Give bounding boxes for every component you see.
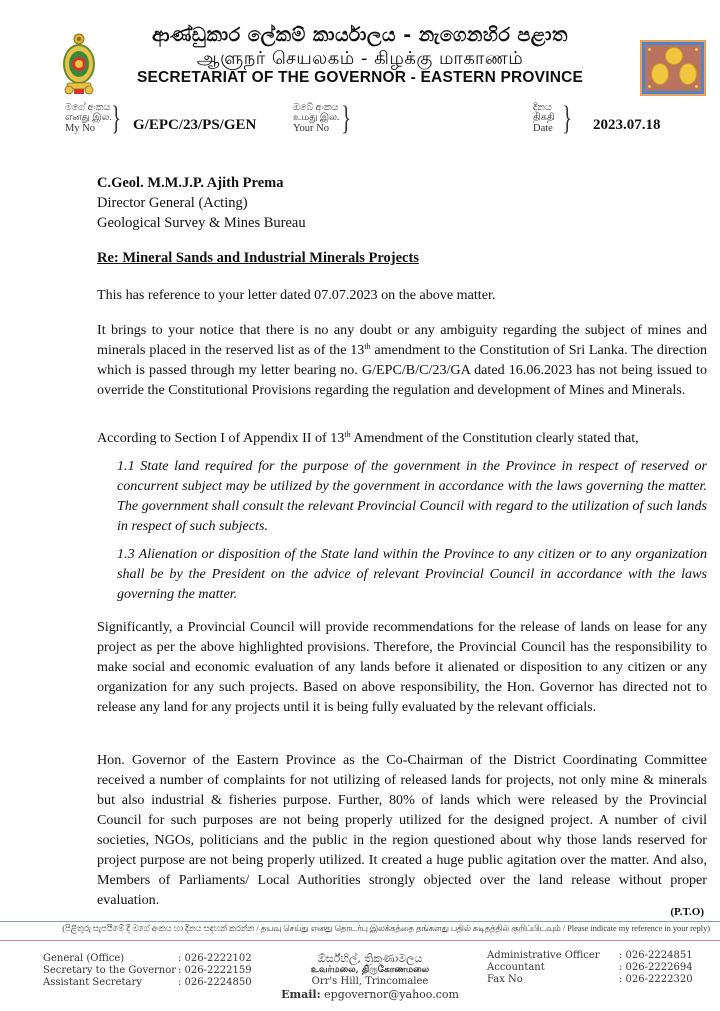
divider-top <box>0 921 720 922</box>
contact-row: Secretary to the Governor : 026-2222159 <box>43 965 252 976</box>
letterhead-title-tamil: ஆளுநர் செயலகம் - கிழக்கு மாகாணம் <box>196 48 524 69</box>
my-no-label-si: මගේ අංකය <box>65 103 111 113</box>
footer-contacts-right <box>487 950 693 986</box>
date-label-ta: திகதி <box>533 113 555 123</box>
flag-dot-icon <box>695 85 698 88</box>
flag-dot-icon <box>648 48 651 51</box>
your-no-label-en: Your No <box>293 123 329 134</box>
divider-bottom <box>0 940 720 941</box>
your-no-labels <box>293 103 339 135</box>
flag-bird-coin-icon <box>665 47 683 65</box>
email-label: Email: <box>281 988 321 1001</box>
letter-subject: Re: Mineral Sands and Industrial Minerals Projects <box>97 250 419 266</box>
my-no-label-ta: எனது இல. <box>65 113 112 123</box>
brace-icon: } <box>341 100 352 137</box>
your-no-label-ta: உமது இல. <box>293 113 340 123</box>
reply-reference-note: (පිළිතුරු සැපයීමේ දී මගේ අංකය හා දිනය සඳහන් කරන්න / தயவு செய்து எனது தொடர்பு இலக்கத்தை தங்களது பதில் கடிதத்தில் குறிப்பிடவும் / Please indicate my reference in your reply) <box>62 924 710 933</box>
letterhead-title-english: SECRETARIAT OF THE GOVERNOR - EASTERN PROVINCE <box>136 69 584 86</box>
flag-dot-icon <box>648 85 651 88</box>
quote-clause-1-3: 1.3 Alienation or disposition of the State land within the Province to any citizen or to any organization shall be by the President on the advice of relevant Provincial Council in accordance with the laws governing the matter. <box>117 546 707 602</box>
footer-contacts-left <box>43 953 252 989</box>
my-no-label-en: My No <box>65 123 96 134</box>
my-no-value: G/EPC/23/PS/GEN <box>133 117 257 133</box>
paragraph-section: According to Section I of Appendix II of 13th Amendment of the Constitution clearly stated that, <box>97 430 639 446</box>
flag-dot-icon <box>695 48 698 51</box>
contact-row: Administrative Officer : 026-2224851 <box>487 950 693 961</box>
date-label-en: Date <box>533 123 553 134</box>
flag-pot-coin-icon <box>651 63 669 85</box>
paragraph-recommendations: Significantly, a Provincial Council will provide recommendations for the release of lands on lease for any project as per the above highlighted provisions. Therefore, the Provincial Council has the responsibility to make social and economic evaluation of any lands before it alienated or disposition to any citizen or any organization for any such projects. Based on above responsibility, the Hon. Governor has directed not to release any land for any projects until it is being fully evaluated by the relevant officials. <box>97 619 707 715</box>
date-value: 2023.07.18 <box>593 117 661 133</box>
your-no-label-si: ඔබේ අංකය <box>293 103 339 113</box>
recipient-address <box>97 173 306 233</box>
flag-fish-coin-icon <box>679 63 697 85</box>
email-link[interactable]: epgovernor@yahoo.com <box>324 988 459 1001</box>
paragraph-reference: This has reference to your letter dated 07.07.2023 on the above matter. <box>97 287 496 303</box>
recipient-name: C.Geol. M.M.J.P. Ajith Prema <box>97 175 284 191</box>
date-label-si: දිනය <box>533 103 552 113</box>
footer-email <box>280 988 460 1002</box>
paragraph-complaints: Hon. Governor of the Eastern Province as the Co-Chairman of the District Coordinating Committee received a number of complaints for not utilizing of released lands for projects, not only mine & minerals but also industrial & fisheries purpose. Further, 80% of lands which were released by the Provincial Council for such purposes are not being properly utilized for the designed project. A number of civil societies, NGOs, politicians and the public in the region questioned about why those lands reserved for project purpose are not being properly utilized. It created a huge public agitation over the matter. And also, Members of Parliaments/ Local Authorities strongly objected over the land release without proper evaluation. <box>97 752 707 908</box>
address-english: Orr's Hill, Trincomalee <box>311 976 429 987</box>
brace-icon: } <box>111 100 122 137</box>
contact-row: General (Office) : 026-2222102 <box>43 953 252 964</box>
brace-icon: } <box>562 100 573 137</box>
paragraph-notice: It brings to your notice that there is no any doubt or any ambiguity regarding the subject of mines and minerals placed in the reserved list as of the 13th amendment to the Constitution of Sri Lanka. The direction which is passed through my letter bearing no. G/EPC/B/C/23/GA dated 16.06.2023 has not being issued to override the Constitutional Provisions regarding the regulation and development of Mines and Minerals. <box>97 322 708 398</box>
eastern-province-flag-logo <box>642 42 704 94</box>
address-tamil: உவர்மலை, திருகோணமலை <box>310 965 430 975</box>
footer-address <box>280 952 460 1002</box>
letterhead-title-sinhala: ආණ්ඩුකාර ලේකම් කාර්යාලය - නැගෙනහිර පළාත <box>152 24 568 46</box>
please-turn-over: (P.T.O) <box>670 906 704 918</box>
contact-row: Fax No : 026-2222320 <box>487 974 693 985</box>
address-sinhala: ඕර්ස්හිල්, ත්‍රිකුණාමලය <box>317 952 423 965</box>
my-no-labels <box>65 103 112 135</box>
date-labels <box>533 103 555 135</box>
contact-row: Assistant Secretary : 026-2224850 <box>43 977 252 988</box>
recipient-organization: Geological Survey & Mines Bureau <box>97 215 306 231</box>
contact-row: Accountant : 026-2222694 <box>487 962 693 973</box>
recipient-title: Director General (Acting) <box>97 195 248 211</box>
quote-clause-1-1: 1.1 State land required for the purpose of the government in the Province in respect of reserved or concurrent subject may be utilized by the government in accordance with the laws governing the matter. The government shall consult the relevant Provincial Council with regard to the utilization of such lands in respect of such subjects. <box>117 458 707 534</box>
